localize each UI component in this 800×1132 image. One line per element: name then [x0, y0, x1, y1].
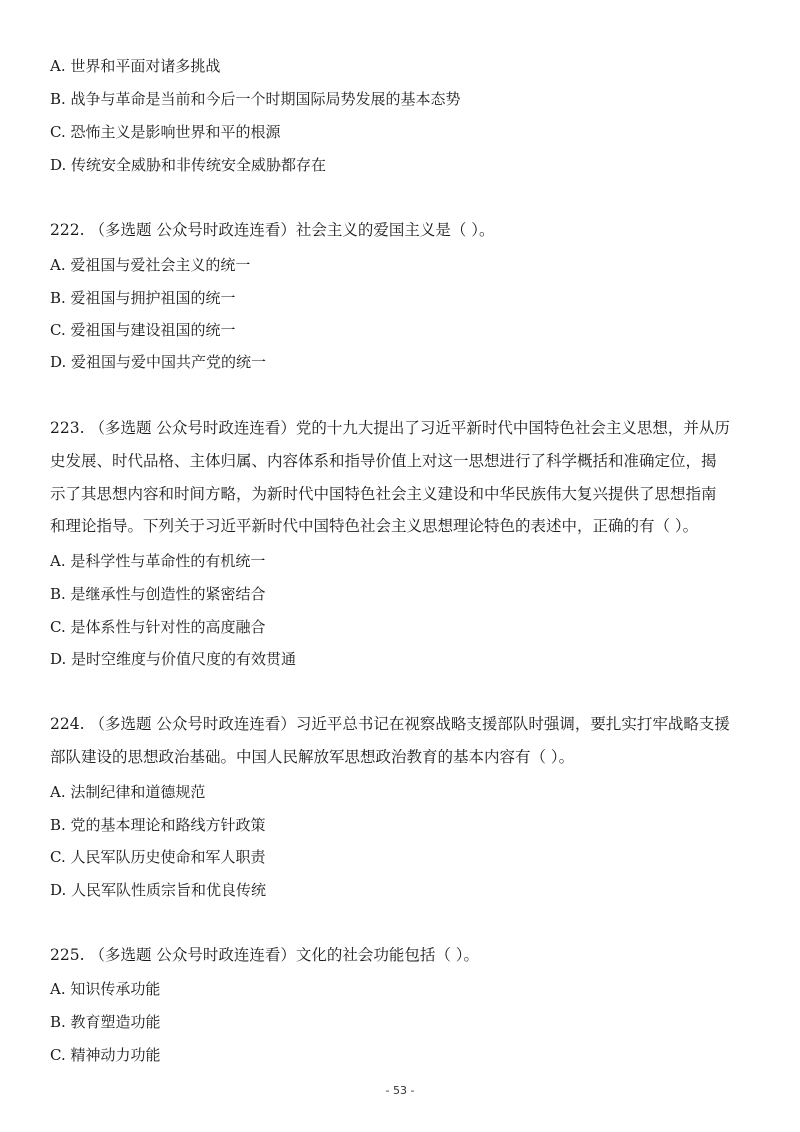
q225-option-a: A. 知识传承功能	[50, 980, 161, 998]
q221-option-d: D. 传统安全威胁和非传统安全威胁都存在	[50, 156, 327, 174]
q223-option-d: D. 是时空维度与价值尺度的有效贯通	[50, 650, 297, 668]
q224-option-b: B. 党的基本理论和路线方针政策	[50, 816, 266, 834]
q224-option-a: A. 法制纪律和道德规范	[50, 783, 206, 801]
q224-option-c: C. 人民军队历史使命和军人职责	[50, 848, 266, 866]
q223-stem-line-3: 示了其思想内容和时间方略，为新时代中国特色社会主义建设和中华民族伟大复兴提供了思想指南	[50, 485, 717, 503]
q222-option-c: C. 爱祖国与建设祖国的统一	[50, 321, 236, 339]
q223-stem-line-2: 史发展、时代品格、主体归属、内容体系和指导价值上对这一思想进行了科学概括和准确定位，揭	[50, 452, 717, 470]
q224-option-d: D. 人民军队性质宗旨和优良传统	[50, 881, 267, 899]
q223-option-b: B. 是继承性与创造性的紧密结合	[50, 585, 266, 603]
q222-option-a: A. 爱祖国与爱社会主义的统一	[50, 256, 251, 274]
q224-stem-line-1: 224. （多选题 公众号时政连连看）习近平总书记在视察战略支援部队时强调，要扎实打牢战略支援	[50, 715, 730, 733]
q222-stem: 222. （多选题 公众号时政连连看）社会主义的爱国主义是（ ）。	[50, 221, 495, 239]
q221-option-a: A. 世界和平面对诸多挑战	[50, 57, 221, 75]
q225-option-c: C. 精神动力功能	[50, 1046, 161, 1064]
q225-stem: 225. （多选题 公众号时政连连看）文化的社会功能包括（ ）。	[50, 946, 480, 964]
q223-stem-line-1: 223. （多选题 公众号时政连连看）党的十九大提出了习近平新时代中国特色社会主义思想，并从历	[50, 419, 730, 437]
page-number: - 53 -	[385, 1084, 415, 1097]
q221-option-b: B. 战争与革命是当前和今后一个时期国际局势发展的基本态势	[50, 90, 461, 108]
q225-option-b: B. 教育塑造功能	[50, 1013, 161, 1031]
q222-option-d: D. 爱祖国与爱中国共产党的统一	[50, 353, 267, 371]
q221-option-c: C. 恐怖主义是影响世界和平的根源	[50, 123, 281, 141]
q223-option-a: A. 是科学性与革命性的有机统一	[50, 552, 266, 570]
q224-stem-line-2: 部队建设的思想政治基础。中国人民解放军思想政治教育的基本内容有（ ）。	[50, 748, 575, 766]
q222-option-b: B. 爱祖国与拥护祖国的统一	[50, 289, 236, 307]
q223-stem-line-4: 和理论指导。下列关于习近平新时代中国特色社会主义思想理论特色的表述中，正确的有（ ）。	[50, 517, 699, 535]
q223-option-c: C. 是体系性与针对性的高度融合	[50, 618, 266, 636]
